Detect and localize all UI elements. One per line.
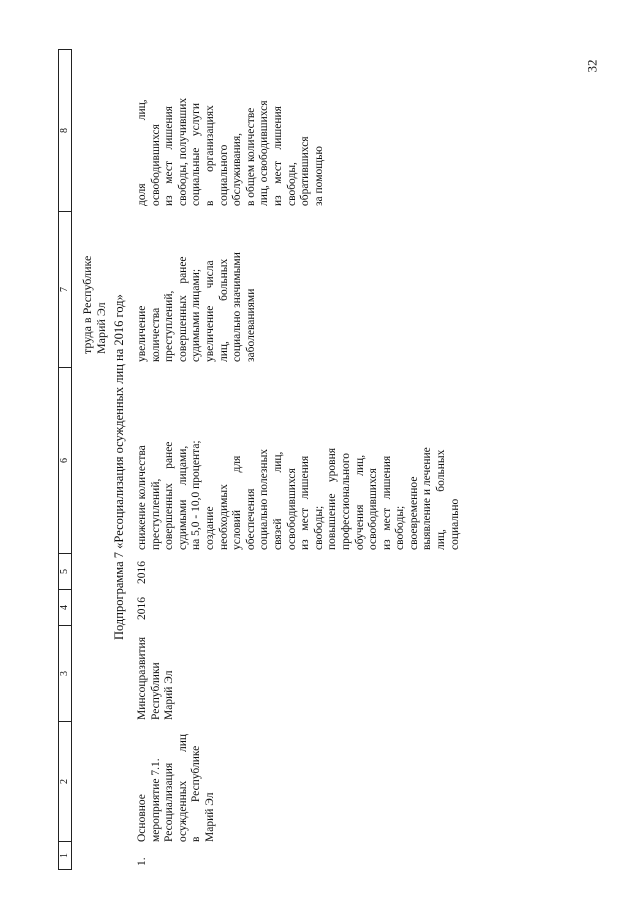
result-line: преступлений, <box>149 478 162 550</box>
consequence-line: лиц, больных <box>217 258 230 362</box>
result-line: необходимых <box>217 484 230 550</box>
activity-line: осужденных лиц <box>176 733 189 842</box>
result-line: свободы; <box>312 505 325 550</box>
indicator-line: социального <box>217 144 230 206</box>
result-line: снижение количества <box>136 445 148 550</box>
result-line: лиц, больных <box>435 449 448 550</box>
result-line: совершенных ранее <box>163 441 176 550</box>
consequence-line: судимыми лицами; <box>190 268 203 362</box>
indicator-line: обслуживания, <box>231 133 244 206</box>
result-line: обеспечения <box>244 488 257 550</box>
result-line: на 5,0 - 10,0 процента; <box>190 440 203 550</box>
col-num-1: 1 <box>59 842 72 870</box>
row-number: 1. <box>136 857 148 866</box>
consequence-line: заболеваниями <box>244 288 257 362</box>
executor-line: Минсоцразвития <box>136 637 148 720</box>
result-line: своевременное <box>407 476 420 550</box>
col-num-5: 5 <box>59 554 72 590</box>
result-line: освободившихся <box>367 468 380 550</box>
activity-line: мероприятие 7.1. <box>149 758 162 842</box>
indicator-line: в общем количестве <box>244 107 257 206</box>
indicator-line: лиц, освободившихся <box>258 100 271 206</box>
result-line: из мест лишения <box>299 455 312 550</box>
col-num-8: 8 <box>59 50 72 212</box>
result-line: профессионального <box>339 452 352 550</box>
col-num-3: 3 <box>59 626 72 722</box>
result-line: создание <box>203 506 216 550</box>
result-line: освободившихся <box>285 468 298 550</box>
activity-line: Марий Эл <box>203 792 216 842</box>
indicator-line: свободы, <box>285 162 298 206</box>
activity-cell <box>136 728 218 842</box>
indicator-line: свободы, получивших <box>176 97 189 206</box>
subprogram-title: Подпрограмма 7 «Ресоциализация осужденных лиц на 2016 год» <box>112 294 126 640</box>
result-line: свободы; <box>394 505 407 550</box>
result-line: выявление и лечение <box>421 447 434 550</box>
consequence-line: количества <box>149 307 162 362</box>
result-line: социально <box>448 498 461 550</box>
executor-cell <box>136 630 177 720</box>
consequence-line: увеличение <box>136 305 148 362</box>
indicator-cell <box>136 52 326 206</box>
result-line: социально полезных <box>258 448 271 550</box>
activity-line: Ресоциализация <box>163 762 176 842</box>
activity-line: Основное <box>136 794 148 842</box>
consequence-line: преступлений, <box>163 290 176 362</box>
indicator-line: за помощью <box>312 146 325 206</box>
executor-line: Марий Эл <box>163 670 176 720</box>
result-line: из мест лишения <box>380 455 393 550</box>
result-line: повышение уровня <box>326 447 339 550</box>
col-num-2: 2 <box>59 722 72 842</box>
indicator-line: в организациях <box>203 105 216 206</box>
activity-line: в Республике <box>190 745 203 842</box>
col-num-7: 7 <box>59 212 72 368</box>
indicator-line: из мест лишения <box>271 106 284 206</box>
result-line: условий для <box>231 455 244 550</box>
previous-subprogram-tail <box>80 214 108 354</box>
indicator-line: освободившихся <box>149 124 162 206</box>
result-line: судимыми лицами, <box>176 445 189 550</box>
expected-result-cell <box>136 368 462 550</box>
indicator-line: обратившихся <box>299 136 312 206</box>
prev-line: труда в Республике <box>80 255 94 354</box>
indicator-line: социальные услуги <box>190 102 203 206</box>
column-number-header <box>58 49 72 870</box>
col-num-6: 6 <box>59 368 72 554</box>
end-year: 2016 <box>136 561 148 584</box>
prev-line: Марий Эл <box>94 302 108 354</box>
result-line: обучения лиц, <box>353 454 366 550</box>
result-line: связей лиц, <box>271 451 284 550</box>
consequence-line: социально значимыми <box>231 252 244 362</box>
indicator-line: из мест лишения <box>163 106 176 206</box>
col-num-4: 4 <box>59 590 72 626</box>
consequence-line: увеличение числа <box>203 260 216 362</box>
consequence-line: совершенных ранее <box>176 256 189 362</box>
start-year: 2016 <box>136 597 148 620</box>
page-number: 32 <box>584 59 600 73</box>
executor-line: Республики <box>149 662 162 720</box>
rotated-table-page <box>58 50 618 870</box>
indicator-line: доля лиц, <box>136 99 148 206</box>
consequences-cell <box>136 212 258 362</box>
